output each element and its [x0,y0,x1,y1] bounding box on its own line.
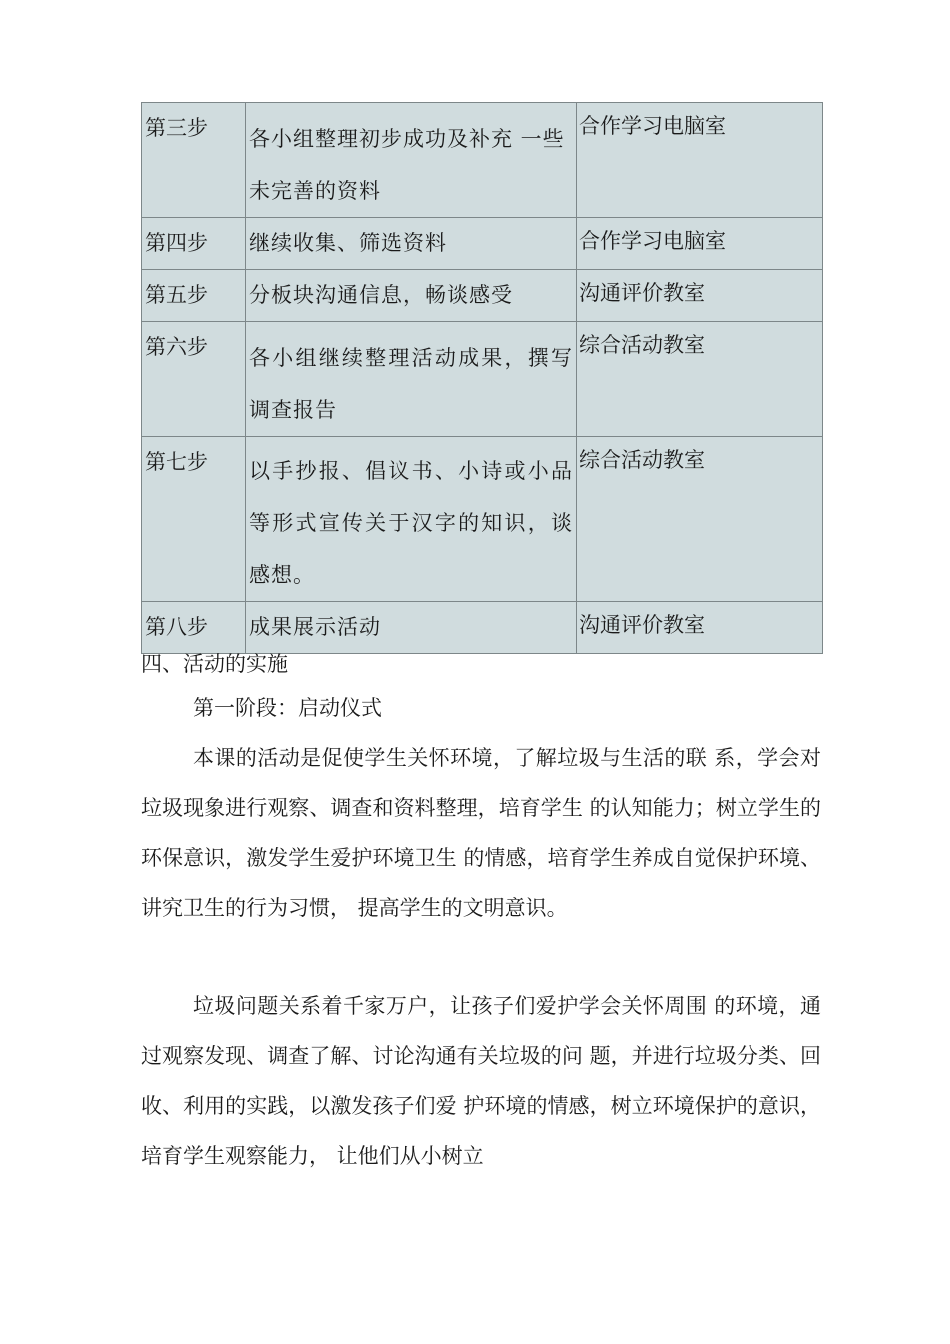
body-paragraph: 本课的活动是促使学生关怀环境，了解垃圾与生活的联 系，学会对垃圾现象进行观察、调查和资料整理，培育学生 的认知能力；树立学生的环保意识，激发学生爱护环境卫生 的情感，培育学生养成自觉保护环境、讲究卫生的行为习惯， 提高学生的文明意识。 [141,746,821,920]
activity-steps-table [141,102,823,654]
step-cell: 第五步 [142,270,246,322]
place-cell: 沟通评价教室 [577,270,823,322]
table-row [142,322,823,437]
table-row [142,437,823,602]
step-cell: 第四步 [142,218,246,270]
step-cell: 第八步 [142,602,246,654]
place-cell: 综合活动教室 [577,437,823,602]
content-text: 以手抄报、倡议书、小诗或小品等形式宣传关于汉字的知识，谈感想。 [249,459,573,587]
table-row [142,270,823,322]
step-cell: 第三步 [142,103,246,218]
table-row [142,602,823,654]
content-text: 各小组继续整理活动成果，撰写调查报告 [249,346,573,422]
section-heading: 四、活动的实施 [141,652,288,676]
content-cell [246,322,577,437]
table-row [142,103,823,218]
section-subheading: 第一阶段：启动仪式 [193,696,382,720]
step-cell: 第六步 [142,322,246,437]
content-text: 分板块沟通信息，畅谈感受 [249,283,513,307]
step-cell: 第七步 [142,437,246,602]
table-row [142,218,823,270]
place-cell: 沟通评价教室 [577,602,823,654]
content-cell [246,270,577,322]
body-paragraph: 垃圾问题关系着千家万户，让孩子们爱护学会关怀周围 的环境，通过观察发现、调查了解、讨论沟通有关垃圾的问 题，并进行垃圾分类、回收、利用的实践，以激发孩子们爱 护环境的情感，树立环境保护的意识，培育学生观察能力， 让他们从小树立 [141,994,821,1168]
content-cell [246,103,577,218]
place-cell: 合作学习电脑室 [577,218,823,270]
content-text: 继续收集、筛选资料 [249,231,447,255]
place-cell: 合作学习电脑室 [577,103,823,218]
content-text: 各小组整理初步成功及补充 一些未完善的资料 [249,127,565,203]
content-cell [246,218,577,270]
content-cell [246,602,577,654]
content-cell [246,437,577,602]
content-text: 成果展示活动 [249,615,381,639]
place-cell: 综合活动教室 [577,322,823,437]
